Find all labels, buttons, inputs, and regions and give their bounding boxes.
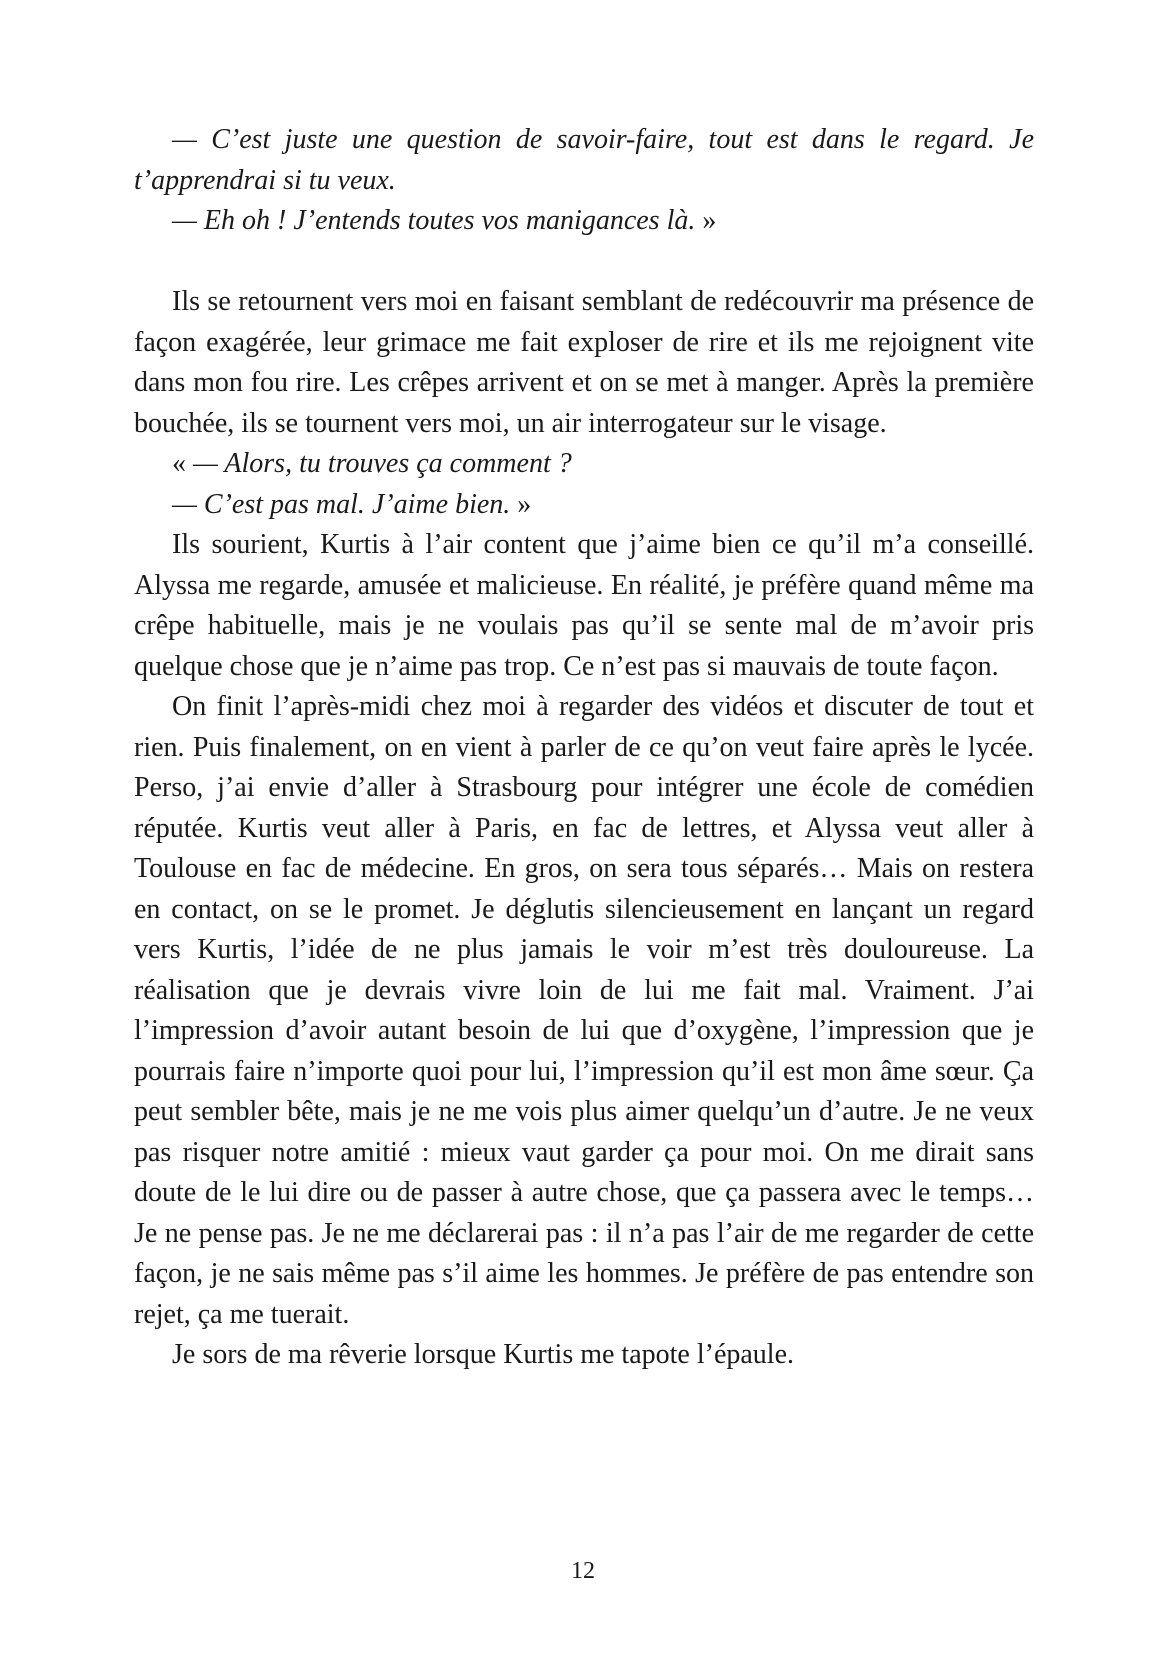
paragraph-2: Ils sourient, Kurtis à l’air content que j’aime bien ce qu’il m’a conseillé. Alyssa me regarde, amusée et malicieuse. En réalité, je préfère quand même ma crêpe habituelle, mais je ne voulais pas qu’il se sente mal de m’avoir pris quelque chose que je n’aime pas trop. Ce n’est pas si mauvais de toute façon. — [134, 529, 1034, 682]
dialogue-line-1 — [134, 120, 1034, 201]
dialogue-text: — Alors, tu trouves ça comment ? — [193, 448, 572, 479]
paragraph-1: Ils se retournent vers moi en faisant semblant de redécouvrir ma présence de façon exagérée, leur grimace me fait exploser de rire et ils me rejoignent vite dans mon fou rire. Les crêpes arrivent et on se met à manger. Après la première bouchée, ils se tournent vers moi, un air interrogateur sur le visage. — [134, 286, 1034, 439]
dialogue-text: — C’est pas mal. J’aime bien. — [172, 488, 511, 520]
paragraph-4: Je sors de ma rêverie lorsque Kurtis me tapote l’épaule. — [172, 1339, 795, 1370]
page-body — [134, 120, 1034, 1376]
dialogue-line-3 — [134, 444, 1034, 485]
paragraph-3: On finit l’après-midi chez moi à regarder des vidéos et discuter de tout et rien. Puis finalement, on en vient à parler de ce qu’on veut faire après le lycée. Perso, j’ai envie d’aller à Strasbourg pour intégrer une école de comédien réputée. Kurtis veut aller à Paris, en fac de lettres, et Alyssa veut aller à Toulouse en fac de médecine. En gros, on sera tous séparés… Mais on restera en contact, on se le promet. Je déglutis silencieusement en lançant un regard vers Kurtis, l’idée de ne plus jamais le voir m’est très douloureuse. La réalisation que je devrais vivre loin de lui me fait mal. Vraiment. J’ai l’impression d’avoir autant besoin de lui que d’oxygène, l’impression que je pourrais faire n’importe quoi pour lui, l’impression qu’il est mon âme sœur. Ça peut sembler bête, mais je ne me vois plus aimer quelqu’un d’autre. Je ne veux pas risquer notre amitié : mieux vaut garder ça pour moi. On me dirait sans doute de le lui dire ou de passer à autre chose, que ça passera avec le temps… Je ne pense pas. Je ne me déclarerai pas : il n’a pas l’air de me regarder de cette façon, je ne sais même pas s’il aime les hommes. Je préfère de pas entendre son rejet, ça me tuerait. — [134, 691, 1034, 1330]
closing-quote: » — [510, 488, 532, 520]
dialogue-line-2 — [134, 201, 1034, 242]
opening-quote: « — [172, 448, 193, 479]
closing-quote: » — [695, 205, 717, 236]
dialogue-text: — C’est juste une question de savoir-faire, tout est dans le regard. Je t’apprendrai si tu veux. — [134, 124, 1034, 196]
paragraph-gap — [134, 242, 1034, 283]
dialogue-line-4 — [134, 485, 1034, 526]
dialogue-text: — Eh oh ! J’entends toutes vos manigances là. — [172, 205, 696, 236]
page-number: 12 — [571, 1558, 595, 1584]
